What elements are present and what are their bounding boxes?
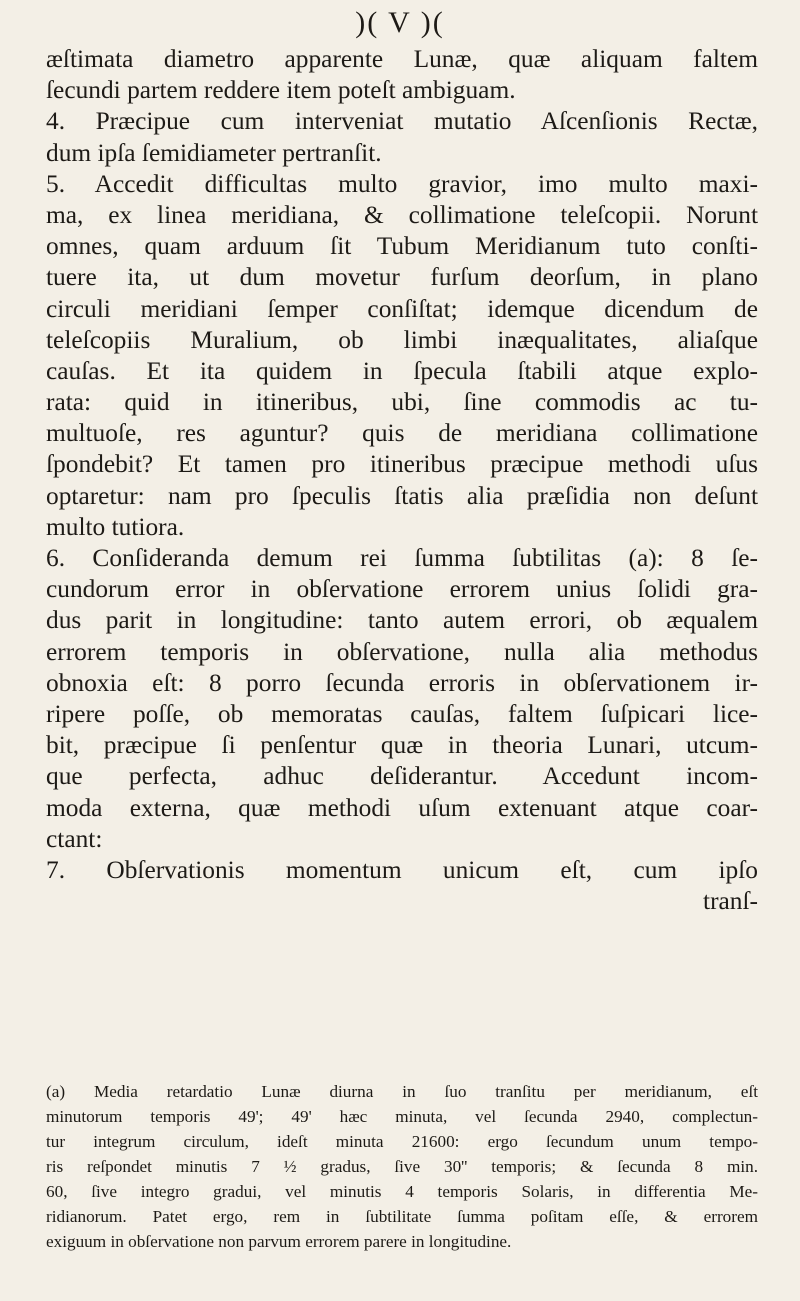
footnote-line: ris reſpondet minutis 7 ½ gradus, ſive 30'' temporis; & ſecunda 8 min.: [46, 1157, 758, 1176]
text-line: moda externa, quæ methodi uſum extenuant atque coar-: [46, 793, 758, 822]
catchword: tranſ-: [703, 887, 758, 916]
text-line: cauſas. Et ita quidem in ſpecula ſtabili atque explo-: [46, 356, 758, 385]
footnote: [46, 1079, 758, 1254]
text-line: omnes, quam arduum ſit Tubum Meridianum tuto conſti-: [46, 232, 758, 261]
text-line: ctant:: [46, 824, 103, 853]
text-line: bit, præcipue ſi penſentur quæ in theoria Lunari, utcum-: [46, 731, 758, 760]
text-line: circuli meridiani ſemper conſiſtat; idemque dicendum de: [46, 294, 758, 323]
footnote-line: ridianorum. Patet ergo, rem in ſubtilitate ſumma poſitam eſſe, & errorem: [46, 1207, 758, 1226]
text-line: ripere poſſe, ob memoratas cauſas, faltem ſuſpicari lice-: [46, 699, 758, 728]
page-header-signature: )( V )(: [355, 6, 445, 39]
footnote-line: tur integrum circulum, ideſt minuta 21600: ergo ſecundum unum tempo-: [46, 1132, 758, 1151]
text-line: dum ipſa ſemidiameter pertranſit.: [46, 138, 382, 167]
text-line: obnoxia eſt: 8 porro ſecunda erroris in obſervationem ir-: [46, 668, 758, 697]
text-line: 6. Conſideranda demum rei ſumma ſubtilitas (a): 8 ſe-: [46, 544, 758, 572]
text-line: æſtimata diametro apparente Lunæ, quæ aliquam faltem: [46, 45, 758, 73]
text-line: multuoſe, res aguntur? quis de meridiana collimatione: [46, 419, 758, 448]
main-text: [46, 44, 758, 917]
text-line: 4. Præcipue cum interveniat mutatio Aſcenſionis Rectæ,: [46, 107, 758, 136]
text-line: dus parit in longitudine: tanto autem errori, ob æqualem: [46, 606, 758, 635]
text-line: errorem temporis in obſervatione, nulla alia methodus: [46, 637, 758, 666]
footnote-line: 60, ſive integro gradui, vel minutis 4 temporis Solaris, in differentia Me-: [46, 1182, 758, 1201]
text-line: tuere ita, ut dum movetur furſum deorſum, in plano: [46, 263, 758, 292]
text-line: optaretur: nam pro ſpeculis ſtatis alia præſidia non deſunt: [46, 481, 758, 510]
text-line: multo tutiora.: [46, 512, 185, 541]
text-line: cundorum error in obſervatione errorem unius ſolidi gra-: [46, 575, 758, 604]
text-line: que perfecta, adhuc deſiderantur. Accedunt incom-: [46, 762, 758, 791]
text-line: 5. Accedit difficultas multo gravior, imo multo maxi-: [46, 169, 758, 198]
footnote-line: minutorum temporis 49'; 49' hæc minuta, vel ſecunda 2940, complectun-: [46, 1107, 758, 1126]
text-line: ſpondebit? Et tamen pro itineribus præcipue methodi uſus: [46, 450, 758, 479]
text-line: ſecundi partem reddere item poteſt ambiguam.: [46, 76, 516, 105]
footnote-line: (a) Media retardatio Lunæ diurna in ſuo tranſitu per meridianum, eſt: [46, 1082, 758, 1101]
text-line: ma, ex linea meridiana, & collimatione teleſcopii. Norunt: [46, 200, 758, 229]
text-line: teleſcopiis Muralium, ob limbi inæqualitates, aliaſque: [46, 325, 758, 354]
text-line: 7. Obſervationis momentum unicum eſt, cum ipſo: [46, 855, 758, 884]
footnote-line: exiguum in obſervatione non parvum errorem parere in longitudine.: [46, 1232, 512, 1251]
text-line: rata: quid in itineribus, ubi, ſine commodis ac tu-: [46, 388, 758, 417]
